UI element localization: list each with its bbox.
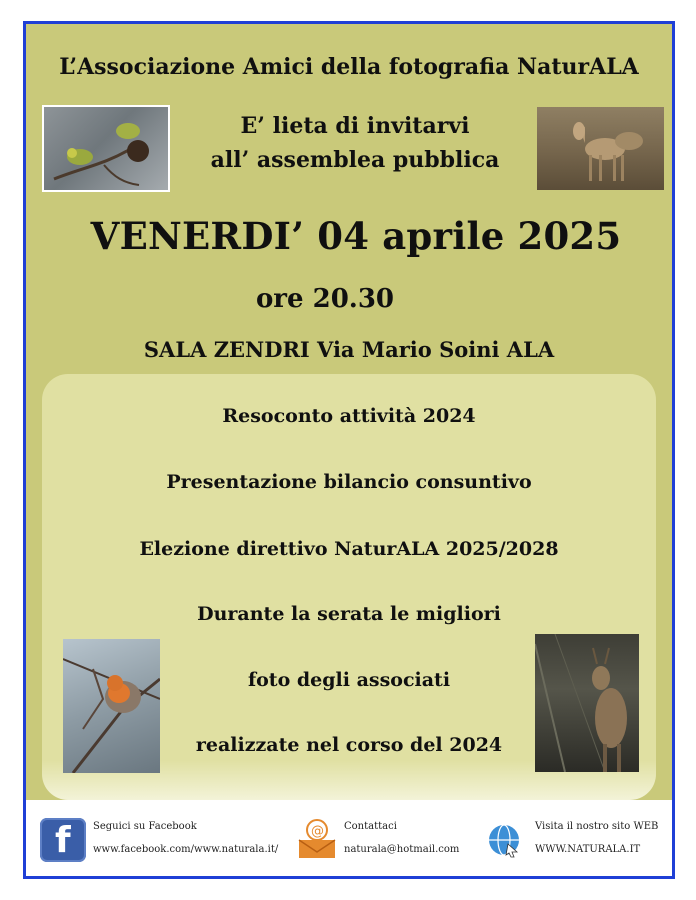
invite-line-1: E’ lieta di invitarvi (240, 113, 470, 139)
deer-photo-top (537, 107, 664, 190)
web-link[interactable]: WWW.NATURALA.IT (535, 844, 641, 855)
agenda-item: Resoconto attività 2024 (222, 405, 476, 427)
svg-text:@: @ (311, 824, 324, 839)
contact-label: Contattaci (344, 821, 397, 832)
agenda-item: Elezione direttivo NaturALA 2025/2028 (139, 538, 559, 560)
facebook-icon[interactable]: f (40, 818, 86, 862)
web-label: Visita il nostro sito WEB (535, 821, 659, 832)
deer-photo-bottom (535, 634, 639, 772)
agenda-item: realizzate nel corso del 2024 (195, 734, 503, 756)
globe-icon[interactable] (486, 822, 522, 858)
agenda-item: foto degli associati (247, 669, 451, 691)
poster-title: L’Associazione Amici della fotografia NaturALA (59, 54, 639, 80)
event-place: SALA ZENDRI Via Mario Soini ALA (143, 337, 555, 362)
invite-line-2: all’ assemblea pubblica (210, 147, 500, 173)
contact-email-link[interactable]: naturala@hotmail.com (344, 844, 460, 855)
facebook-label: Seguici su Facebook (93, 821, 197, 832)
facebook-link[interactable]: www.facebook.com/www.naturala.it/ (93, 844, 279, 855)
event-time: ore 20.30 (255, 284, 395, 314)
event-date: VENERDI’ 04 aprile 2025 (90, 214, 622, 258)
agenda-item: Presentazione bilancio consuntivo (166, 471, 532, 493)
robin-photo (63, 639, 160, 773)
email-icon[interactable] (297, 818, 337, 862)
birds-photo (42, 105, 170, 192)
footer (26, 800, 672, 876)
agenda-item: Durante la serata le migliori (197, 603, 501, 625)
